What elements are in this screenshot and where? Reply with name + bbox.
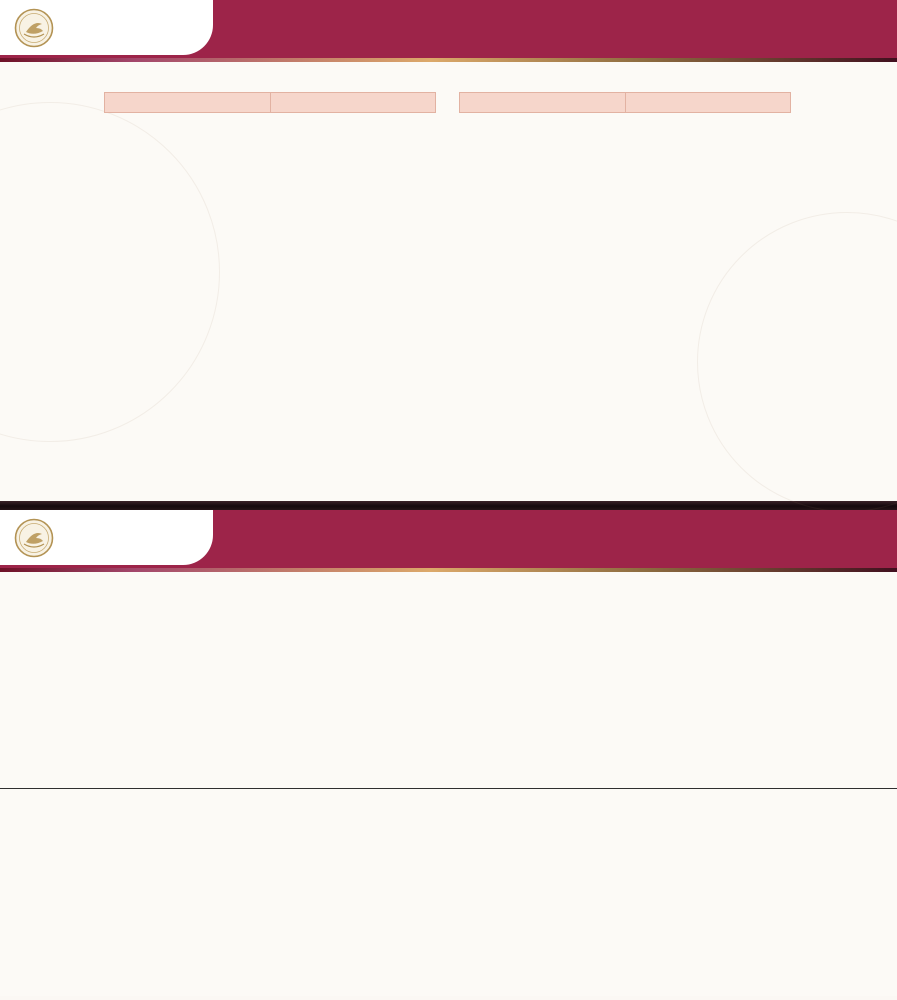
trend-chart (6, 598, 891, 786)
column-enero29 (625, 93, 791, 113)
x-axis-tick-labels (6, 790, 891, 830)
gobierno-mexico-logo (0, 510, 213, 565)
mexico-coat-of-arms-icon (14, 8, 54, 48)
states-table-right (459, 92, 791, 113)
chart-title-block (0, 572, 897, 594)
gobierno-mexico-logo (0, 0, 213, 55)
trend-line-chart (6, 598, 891, 786)
header-bar-1 (0, 0, 897, 58)
report-title-1 (213, 0, 897, 58)
daily-report-section (0, 62, 897, 501)
table-header-row (460, 93, 791, 113)
column-entidades (460, 93, 626, 113)
column-entidades (105, 93, 271, 113)
section-divider (0, 501, 897, 510)
mexico-coat-of-arms-icon (14, 518, 54, 558)
table-header-row (105, 93, 436, 113)
header-bar-2 (0, 510, 897, 568)
report-title-2 (213, 510, 897, 568)
states-table-left (104, 92, 436, 113)
column-enero29 (270, 93, 436, 113)
monthly-table-wrap (0, 788, 897, 789)
trend-section (0, 572, 897, 996)
